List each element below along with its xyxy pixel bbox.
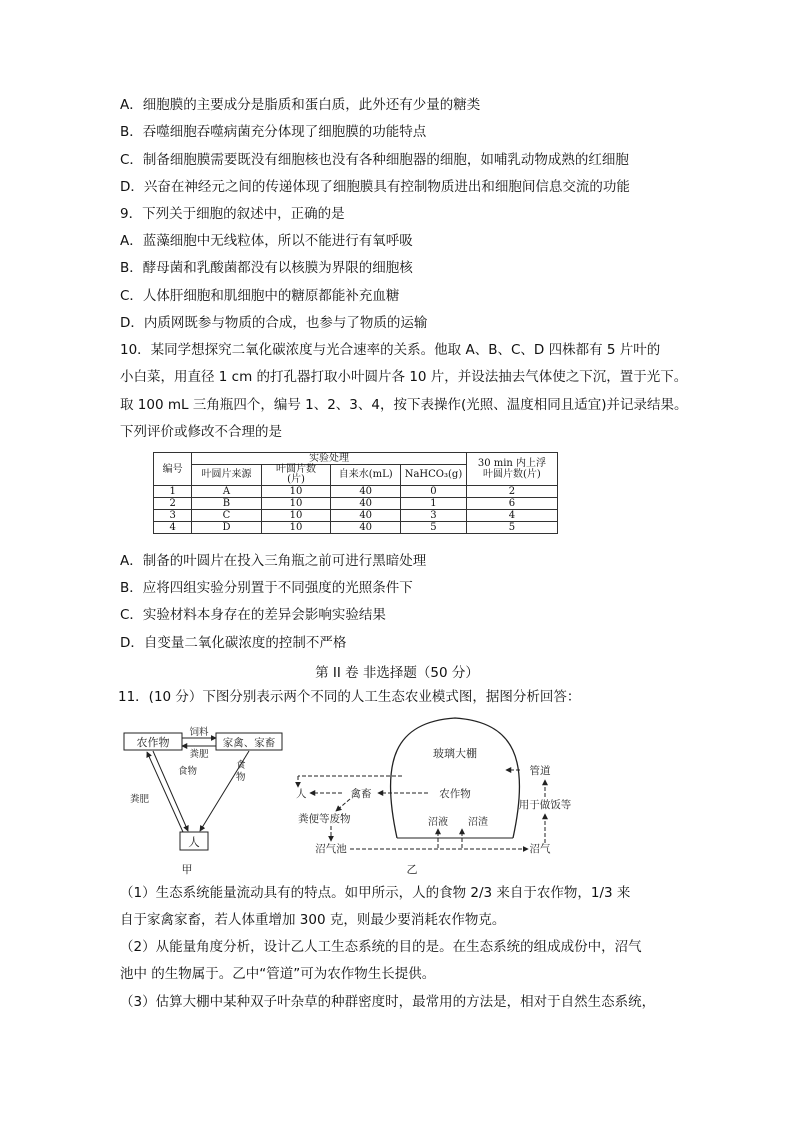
q8-option-a: A．细胞膜的主要成分是脂质和蛋白质，此外还有少量的糖类 — [120, 97, 481, 113]
table-cell: 4 — [466, 510, 557, 522]
table-cell: 1 — [154, 486, 192, 498]
table-header-result-line2: 叶圆片数(片) — [483, 469, 541, 480]
q9-option-b: B．酵母菌和乳酸菌都没有以核膜为界限的细胞核 — [120, 260, 413, 276]
q10-option-b: B．应将四组实验分别置于不同强度的光照条件下 — [120, 580, 413, 596]
table-header-count-label: 叶圆片数 — [275, 464, 316, 475]
label-crop-yi: 农作物 — [439, 788, 471, 800]
q11-part-2b: 池中 的生物属于。乙中“管道”可为农作物生长提供。 — [120, 966, 436, 982]
table-cell: 3 — [154, 510, 192, 522]
diagram-jia — [124, 726, 282, 876]
table-header-nahco3: NaHCO₃(g) — [401, 465, 467, 486]
table-cell: 4 — [154, 522, 192, 534]
label-crop: 农作物 — [136, 736, 170, 749]
label-livestock-yi: 禽畜 — [350, 788, 372, 800]
q9-option-a: A．蓝藻细胞中无线粒体，所以不能进行有氧呼吸 — [120, 233, 413, 249]
q11-stem: 11．(10 分）下图分别表示两个不同的人工生态农业模式图，据图分析回答： — [118, 689, 581, 705]
label-livestock: 家禽、家畜 — [222, 737, 276, 749]
q10-stem-4: 下列评价或修改不合理的是 — [120, 424, 282, 440]
table-cell: 40 — [331, 522, 401, 534]
label-food-right-2: 物 — [236, 772, 246, 783]
q11-part-3: （3）估算大棚中某种双子叶杂草的种群密度时，最常用的方法是，相对于自然生态系统， — [120, 994, 656, 1010]
q9-option-d: D．内质网既参与物质的合成，也参与了物质的运输 — [120, 315, 428, 331]
label-food-right-1: 食 — [236, 760, 246, 771]
label-greenhouse: 玻璃大棚 — [433, 747, 477, 760]
label-feed: 饲料 — [189, 727, 209, 738]
table-cell: D — [192, 522, 261, 534]
arrow-manure-left — [147, 752, 183, 832]
caption-jia: 甲 — [181, 863, 193, 876]
label-biogas-liquid: 沼液 — [428, 817, 448, 828]
q11-part-1b: 自于家禽家畜，若人体重增加 300 克，则最少要消耗农作物克。 — [120, 912, 506, 928]
table-cell: 6 — [466, 498, 557, 510]
q11-part-1a: （1）生态系统能量流动具有的特点。如甲所示，人的食物 2/3 来自于农作物，1/3 来 — [120, 885, 631, 901]
label-biogas-pool: 沼气池 — [315, 843, 347, 855]
q9-option-c: C．人体肝细胞和肌细胞中的糖原都能补充血糖 — [120, 288, 400, 304]
q10-option-a: A．制备的叶圆片在投入三角瓶之前可进行黑暗处理 — [120, 553, 427, 569]
label-manure-top: 粪肥 — [189, 749, 209, 760]
table-cell: 10 — [261, 510, 331, 522]
caption-yi: 乙 — [406, 863, 418, 876]
label-person: 人 — [188, 835, 200, 849]
q10-option-c: C．实验材料本身存在的差异会影响实验结果 — [120, 607, 386, 623]
table-header-result-line1: 30 min 内上浮 — [477, 458, 547, 469]
q10-option-d: D．自变量二氧化碳浓度的控制不严格 — [120, 635, 347, 651]
table-cell: C — [192, 510, 261, 522]
arrow-food-left — [153, 751, 188, 831]
label-manure-left: 粪肥 — [130, 794, 150, 805]
table-cell: 10 — [261, 498, 331, 510]
table-cell: B — [192, 498, 261, 510]
table-cell: 3 — [401, 510, 467, 522]
label-cooking: 用于做饭等 — [518, 799, 572, 811]
table-cell: 1 — [401, 498, 467, 510]
section-title: 第 II 卷 非选择题（50 分） — [315, 665, 479, 681]
table-cell: 2 — [154, 498, 192, 510]
q10-stem-3: 取 100 mL 三角瓶四个，编号 1、2、3、4，按下表操作(光照、温度相同且适宜)并记录结果。 — [120, 397, 688, 413]
table-header-count-unit: (片) — [287, 474, 305, 485]
label-food-left: 食物 — [178, 766, 198, 777]
label-pipe: 管道 — [529, 765, 551, 777]
table-cell: 2 — [466, 486, 557, 498]
label-waste: 粪便等废物 — [298, 813, 351, 825]
q9-stem: 9．下列关于细胞的叙述中，正确的是 — [120, 206, 345, 222]
table-header-group: 实验处理 — [192, 453, 467, 465]
table-cell: 5 — [466, 522, 557, 534]
q8-option-b: B．吞噬细胞吞噬病菌充分体现了细胞膜的功能特点 — [120, 124, 427, 140]
q11-part-2a: （2）从能量角度分析，设计乙人工生态系统的目的是。在生态系统的组成成份中，沼气 — [120, 939, 642, 955]
table-cell: A — [192, 486, 261, 498]
q8-option-d: D．兴奋在神经元之间的传递体现了细胞膜具有控制物质进出和细胞间信息交流的功能 — [120, 179, 630, 195]
table-header-source: 叶圆片来源 — [192, 465, 261, 486]
table-header-water: 自来水(mL) — [331, 465, 401, 486]
q8-option-c: C．制备细胞膜需要既没有细胞核也没有各种细胞器的细胞，如哺乳动物成熟的红细胞 — [120, 152, 629, 168]
label-biogas: 沼气 — [529, 843, 551, 855]
table-cell: 0 — [401, 486, 467, 498]
diagram-yi — [296, 718, 572, 876]
table-cell: 40 — [331, 486, 401, 498]
arrow-livestock-waste — [336, 799, 350, 811]
table-cell: 40 — [331, 510, 401, 522]
table-cell: 10 — [261, 486, 331, 498]
q10-stem-2: 小白菜，用直径 1 cm 的打孔器打取小叶圆片各 10 片，并设法抽去气体使之下沉，置于光下。 — [120, 369, 688, 385]
greenhouse-outline — [390, 718, 519, 838]
label-person-yi: 人 — [296, 788, 307, 800]
q10-stem-1: 10．某同学想探究二氧化碳浓度与光合速率的关系。他取 A、B、C、D 四株都有 5 片叶的 — [120, 342, 661, 358]
table-cell: 40 — [331, 498, 401, 510]
label-biogas-residue: 沼渣 — [468, 817, 488, 828]
table-cell: 5 — [401, 522, 467, 534]
table-header-no: 编号 — [154, 453, 192, 486]
table-cell: 10 — [261, 522, 331, 534]
